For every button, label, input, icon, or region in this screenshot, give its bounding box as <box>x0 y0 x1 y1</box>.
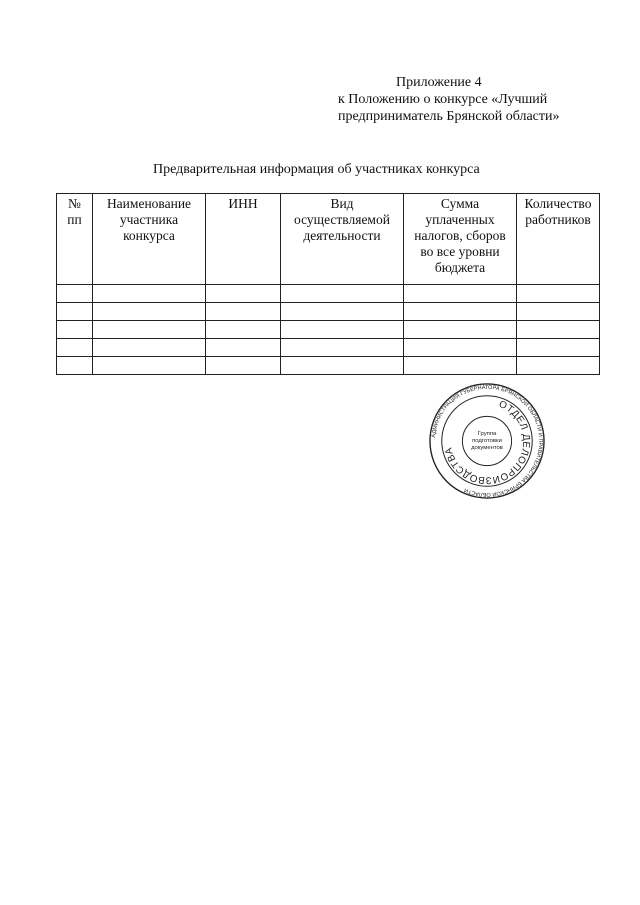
header-line: конкурса <box>123 228 175 243</box>
table-cell[interactable] <box>517 339 600 357</box>
table-cell[interactable] <box>517 321 600 339</box>
table-cell[interactable] <box>57 357 93 375</box>
header-line: во все уровни <box>420 244 500 259</box>
col-header-inn <box>206 194 281 285</box>
document-title: Предварительная информация об участниках конкурса <box>153 162 480 177</box>
table-cell[interactable] <box>517 357 600 375</box>
table-cell[interactable] <box>57 339 93 357</box>
table-row <box>57 357 600 375</box>
table-cell[interactable] <box>206 285 281 303</box>
table-cell[interactable] <box>404 321 517 339</box>
table-header-row <box>57 194 600 285</box>
stamp-center-line: подготовки <box>472 437 502 444</box>
header-line: № <box>68 196 81 211</box>
header-line: Количество <box>524 196 592 211</box>
header-line: работников <box>525 212 591 227</box>
table-cell[interactable] <box>93 285 206 303</box>
table-cell[interactable] <box>281 339 404 357</box>
col-header-participant-name <box>93 194 206 285</box>
header-line: участника <box>119 212 179 227</box>
col-header-employees <box>517 194 600 285</box>
participants-table <box>56 193 600 375</box>
table-cell[interactable] <box>57 285 93 303</box>
header-line: Вид <box>330 196 354 211</box>
table-cell[interactable] <box>93 303 206 321</box>
table-cell[interactable] <box>281 285 404 303</box>
table-cell[interactable] <box>57 321 93 339</box>
table-cell[interactable] <box>404 339 517 357</box>
col-header-activity <box>281 194 404 285</box>
table-cell[interactable] <box>93 357 206 375</box>
header-line: налогов, сборов <box>414 228 506 243</box>
appendix-reference-line1: к Положению о конкурсе «Лучший <box>338 92 548 107</box>
table-cell[interactable] <box>57 303 93 321</box>
table-cell[interactable] <box>93 321 206 339</box>
table-cell[interactable] <box>404 285 517 303</box>
table-cell[interactable] <box>404 303 517 321</box>
table-cell[interactable] <box>281 303 404 321</box>
table-row <box>57 285 600 303</box>
table-cell[interactable] <box>206 357 281 375</box>
appendix-reference-line2: предприниматель Брянской области» <box>338 109 560 124</box>
col-header-number <box>57 194 93 285</box>
header-line: пп <box>67 212 82 227</box>
table-cell[interactable] <box>206 303 281 321</box>
header-line: осуществляемой <box>294 212 390 227</box>
table-cell[interactable] <box>206 339 281 357</box>
col-header-taxes <box>404 194 517 285</box>
table-cell[interactable] <box>281 321 404 339</box>
header-line: Наименование <box>106 196 192 211</box>
appendix-header <box>338 74 628 125</box>
table-cell[interactable] <box>517 303 600 321</box>
header-line: деятельности <box>303 228 381 243</box>
table-row <box>57 339 600 357</box>
header-line: ИНН <box>228 196 258 211</box>
official-stamp <box>428 382 546 500</box>
header-line: бюджета <box>434 260 486 275</box>
stamp-outer-text: АДМИНИСТРАЦИЯ ГУБЕРНАТОРА БРЯНСКОЙ ОБЛАСТИ И ПРАВИТЕЛЬСТВА БРЯНСКОЙ ОБЛАСТИ <box>430 384 544 498</box>
appendix-number: Приложение 4 <box>396 75 482 90</box>
table-cell[interactable] <box>404 357 517 375</box>
table-cell[interactable] <box>93 339 206 357</box>
table-row <box>57 303 600 321</box>
table-cell[interactable] <box>281 357 404 375</box>
table-cell[interactable] <box>206 321 281 339</box>
header-line: уплаченных <box>425 212 495 227</box>
table-row <box>57 321 600 339</box>
table-cell[interactable] <box>517 285 600 303</box>
stamp-center-line: документов <box>471 444 503 451</box>
stamp-center-line: Группа <box>477 431 497 438</box>
stamp-inner-text: ОТДЕЛ ДЕЛОПРОИЗВОДСТВА <box>443 398 532 486</box>
header-line: Сумма <box>440 196 480 211</box>
